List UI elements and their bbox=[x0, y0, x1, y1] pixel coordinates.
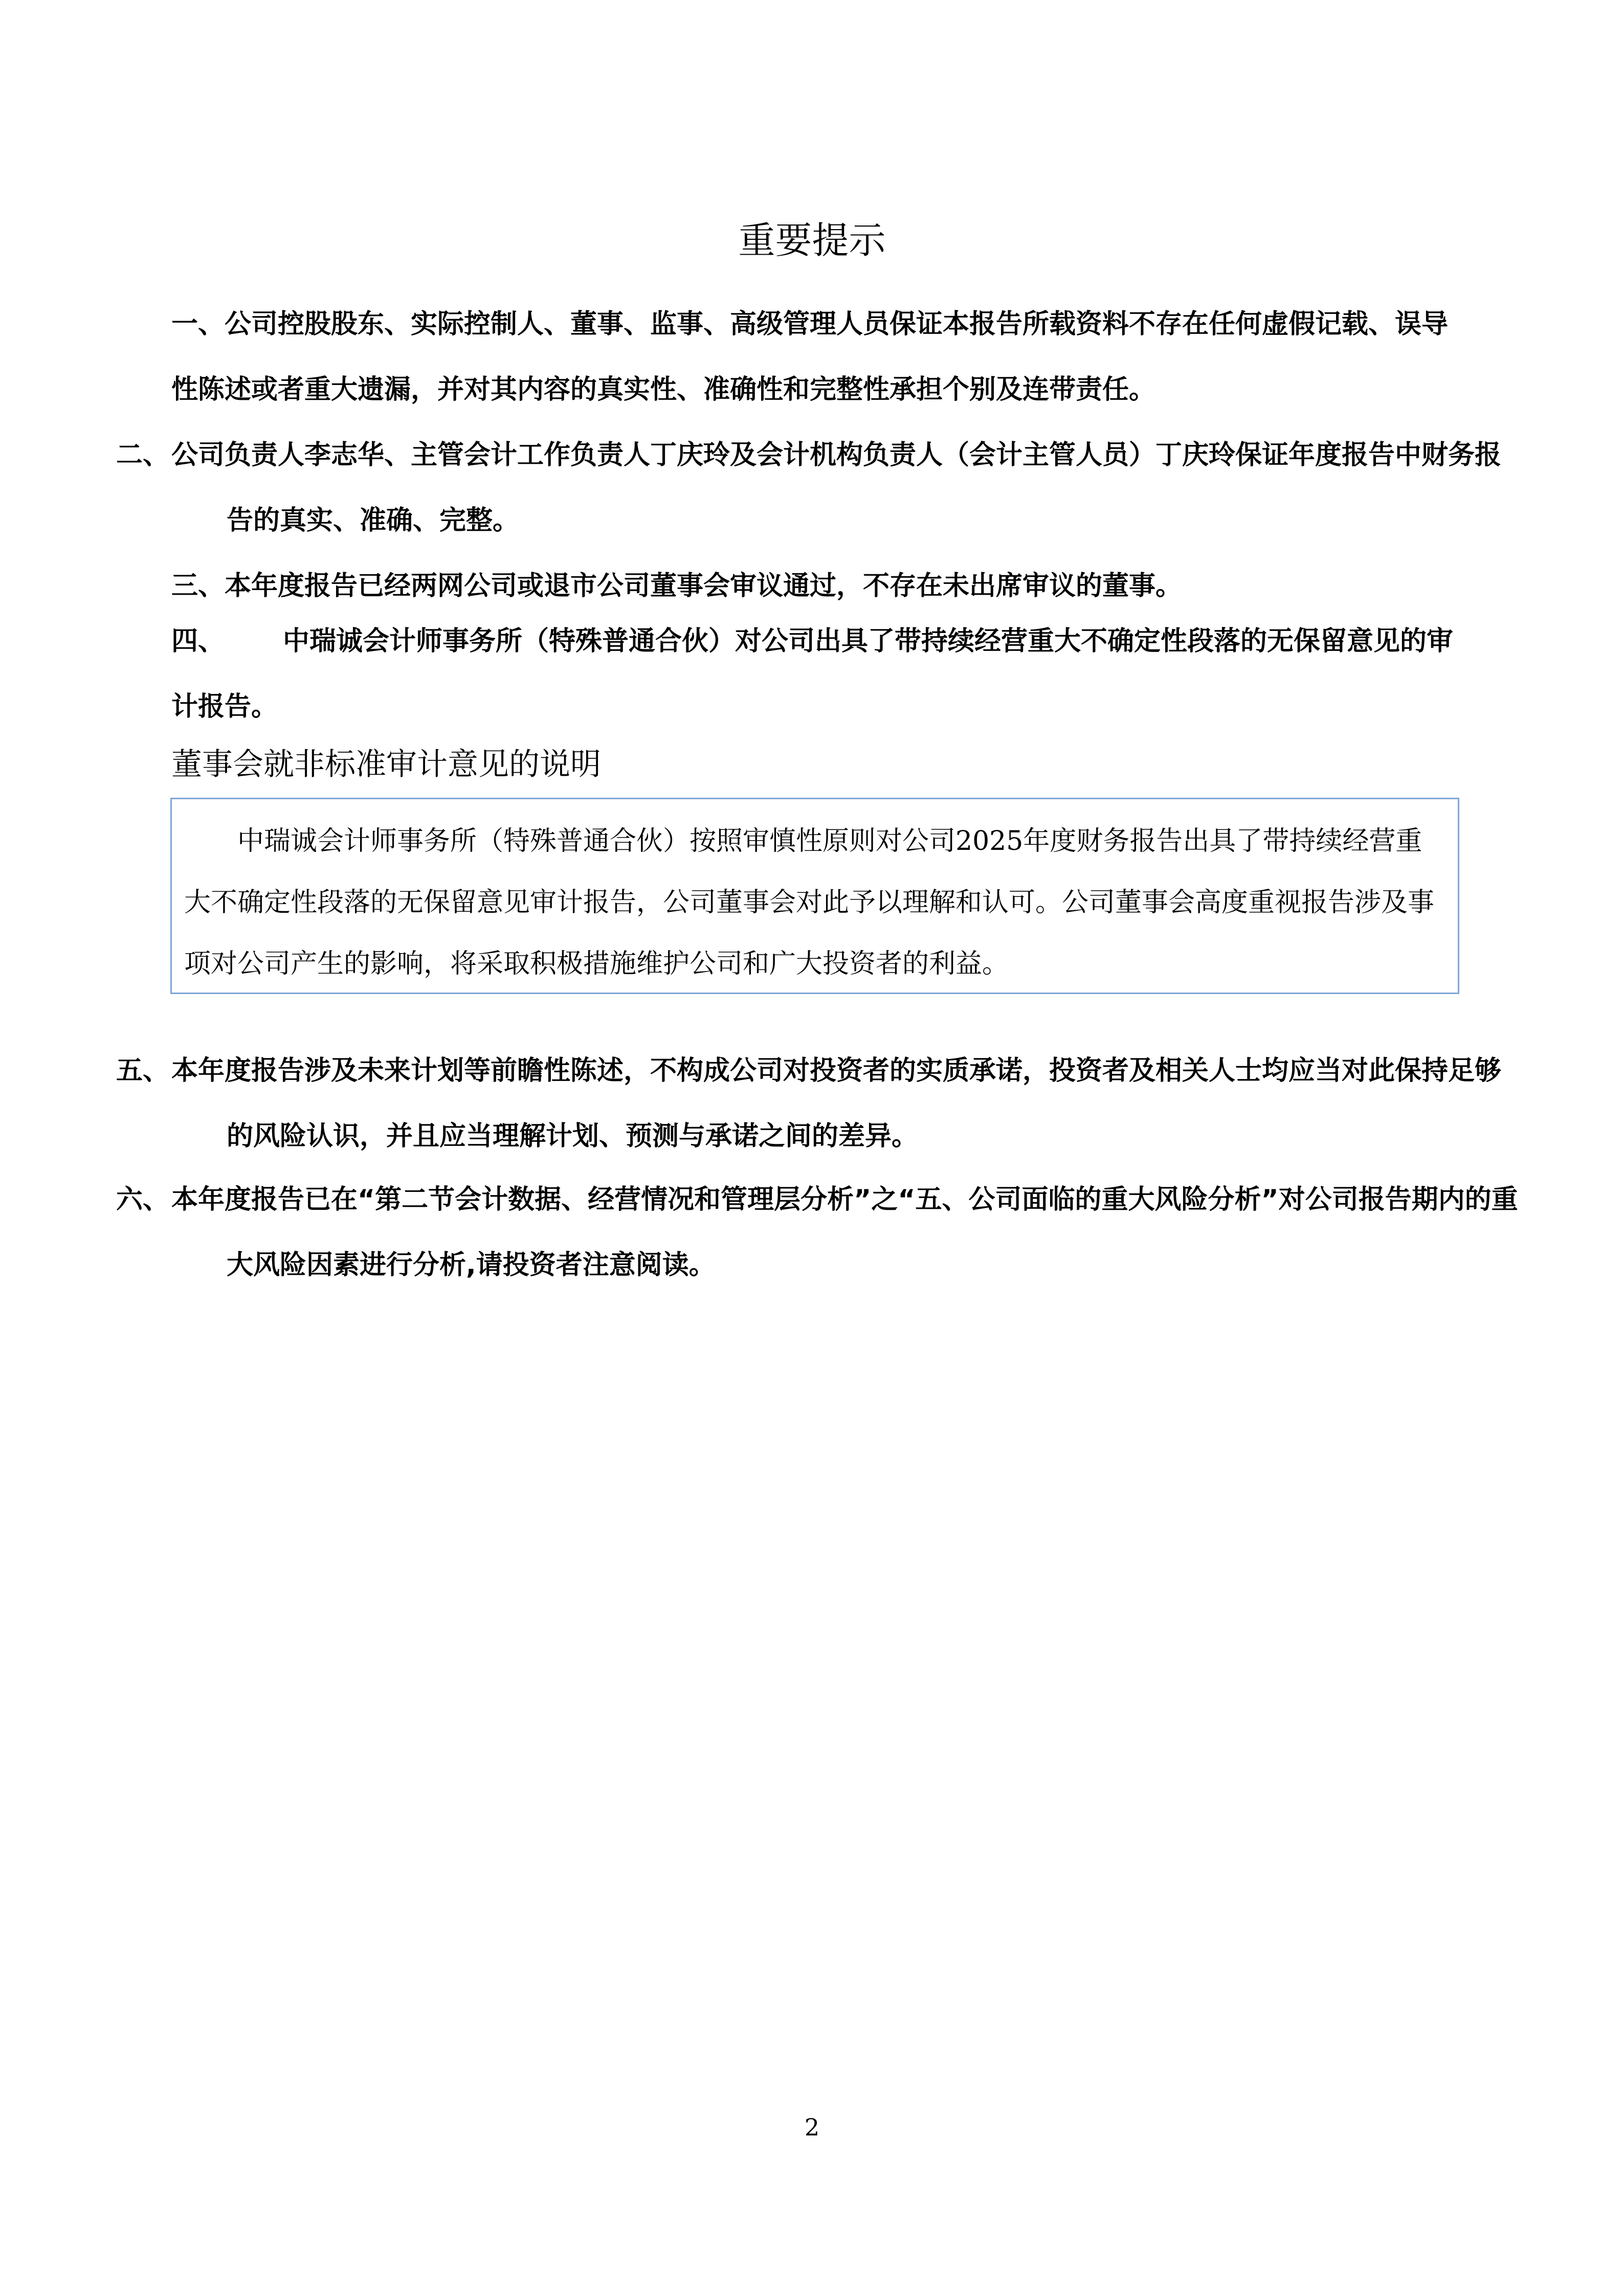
notice-item-number: 三、 bbox=[171, 571, 225, 601]
notice-item-text: 本年度报告已在“第二节会计数据、经营情况和管理层分析”之“五、公司面临的重大风险分析”对公司报告期内的重大风险因素进行分析,请投资者注意阅读。 bbox=[171, 1184, 1518, 1280]
board-explanation-text: 中瑞诚会计师事务所（特殊普通合伙）按照审慎性原则对公司2025年度财务报告出具了带持续经营重大不确定性段落的无保留意见审计报告，公司董事会对此予以理解和认可。公司董事会高度重视报告涉及事项对公司产生的影响，将采取积极措施维护公司和广大投资者的利益。 bbox=[184, 826, 1435, 979]
notice-item-number: 一、 bbox=[171, 309, 225, 340]
notice-item-2: 二、公司负责人李志华、主管会计工作负责人丁庆玲及会计机构负责人（会计主管人员）丁庆玲保证年度报告中财务报告的真实、准确、完整。 bbox=[116, 440, 1502, 536]
board-explanation-box bbox=[170, 798, 1459, 994]
page-title: 重要提示 bbox=[738, 219, 886, 262]
board-explanation-heading: 董事会就非标准审计意见的说明 bbox=[171, 747, 601, 782]
notice-item-6: 六、本年度报告已在“第二节会计数据、经营情况和管理层分析”之“五、公司面临的重大风险分析”对公司报告期内的重大风险因素进行分析,请投资者注意阅读。 bbox=[116, 1184, 1518, 1280]
notice-item-text: 公司控股股东、实际控制人、董事、监事、高级管理人员保证本报告所载资料不存在任何虚假记载、误导性陈述或者重大遗漏，并对其内容的真实性、准确性和完整性承担个别及连带责任。 bbox=[171, 309, 1449, 405]
notice-item-text: 公司负责人李志华、主管会计工作负责人丁庆玲及会计机构负责人（会计主管人员）丁庆玲保证年度报告中财务报告的真实、准确、完整。 bbox=[171, 440, 1502, 536]
notice-item-number: 四、 bbox=[171, 626, 225, 657]
notice-item-5: 五、本年度报告涉及未来计划等前瞻性陈述，不构成公司对投资者的实质承诺，投资者及相关人士均应当对此保持足够的风险认识，并且应当理解计划、预测与承诺之间的差异。 bbox=[116, 1055, 1502, 1152]
notice-item-4 bbox=[171, 609, 1471, 739]
notice-item-1 bbox=[171, 291, 1471, 422]
notice-item-text: 中瑞诚会计师事务所（特殊普通合伙）对公司出具了带持续经营重大不确定性段落的无保留意见的审计报告。 bbox=[171, 626, 1454, 722]
page-number: 2 bbox=[804, 2113, 820, 2141]
notice-item-text: 本年度报告已经两网公司或退市公司董事会审议通过，不存在未出席审议的董事。 bbox=[225, 571, 1183, 601]
notice-item-text: 本年度报告涉及未来计划等前瞻性陈述，不构成公司对投资者的实质承诺，投资者及相关人士均应当对此保持足够的风险认识，并且应当理解计划、预测与承诺之间的差异。 bbox=[171, 1055, 1502, 1152]
